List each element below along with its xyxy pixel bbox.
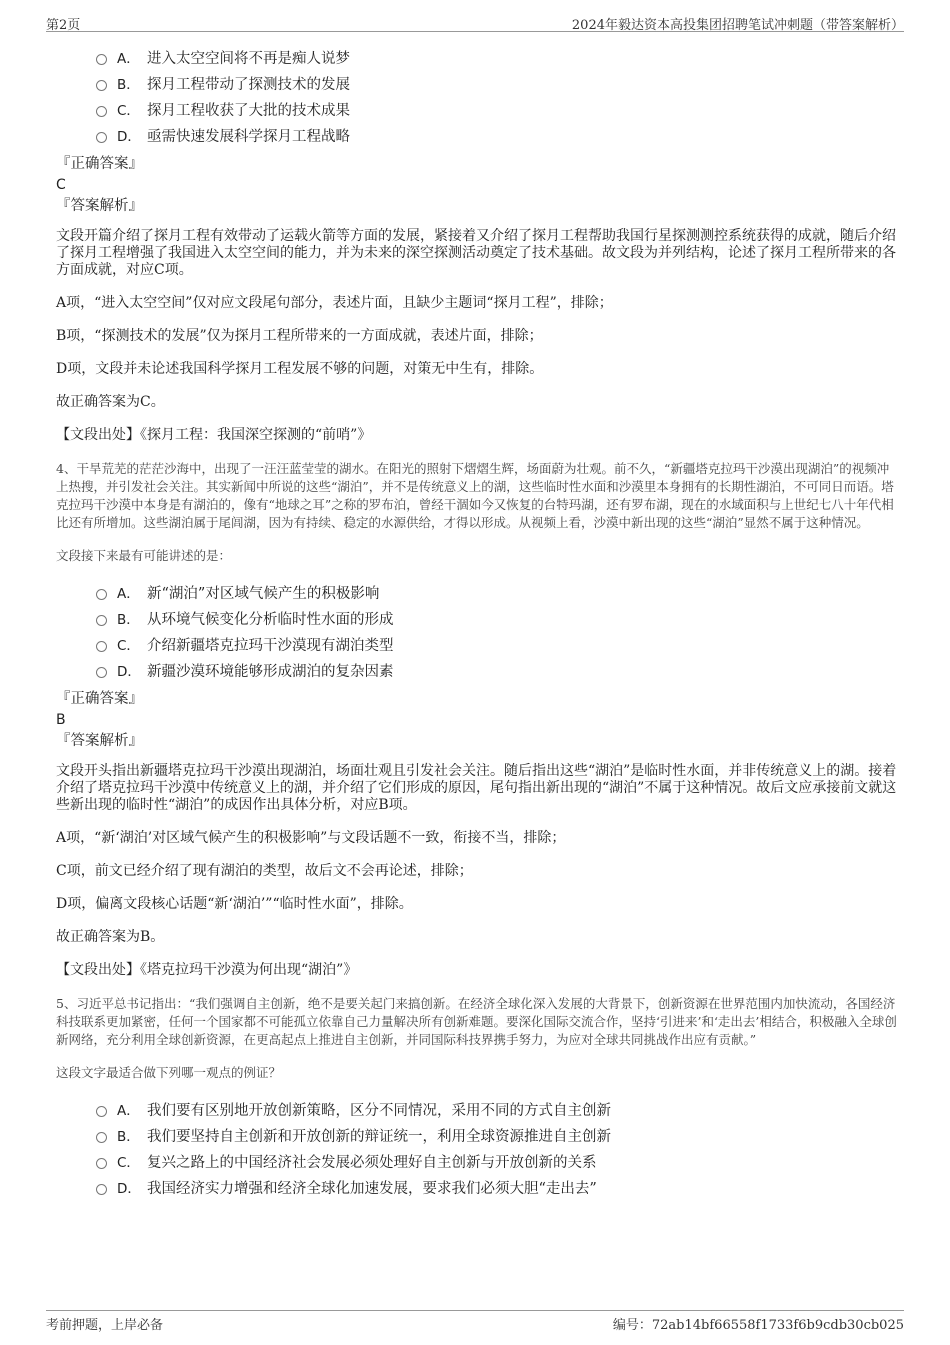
option-text: 进入太空空间将不再是痴人说梦 (147, 50, 350, 67)
q5-option-a[interactable]: A． 我们要有区别地开放创新策略，区分不同情况，采用不同的方式自主创新 (96, 1096, 898, 1122)
q4-line-c: C项，前文已经介绍了现有湖泊的类型，故后文不会再论述，排除； (56, 863, 473, 879)
option-text: 新疆沙漠环境能够形成湖泊的复杂因素 (147, 663, 394, 680)
option-text: 从环境气候变化分析临时性水面的形成 (147, 611, 394, 628)
q3-conclusion: 故正确答案为C。 (56, 394, 165, 410)
option-text: 我们要有区别地开放创新策略，区分不同情况，采用不同的方式自主创新 (147, 1102, 611, 1119)
q4-line-d: D项，偏离文段核心话题“新‘湖泊’”“临时性水面”，排除。 (56, 896, 413, 912)
q4-line-a: A项，“新‘湖泊’对区域气候产生的积极影响”与文段话题不一致，衔接不当，排除； (56, 830, 566, 846)
q3-source: 【文段出处】《探月工程：我国深空探测的“前哨”》 (56, 427, 372, 443)
radio-icon[interactable] (96, 1132, 107, 1143)
q4-answer: B (56, 712, 66, 728)
page-footer (46, 1310, 904, 1332)
radio-icon[interactable] (96, 80, 107, 91)
q4-options (56, 579, 898, 683)
q3-option-d[interactable]: D． 亟需快速发展科学探月工程战略 (96, 122, 898, 148)
q3-options (56, 44, 898, 148)
q3-analysis-label: 『答案解析』 (56, 198, 143, 214)
page-number: 第2页 (46, 18, 81, 33)
option-text: 介绍新疆塔克拉玛干沙漠现有湖泊类型 (147, 637, 394, 654)
footer-slogan: 考前押题，上岸必备 (46, 1318, 164, 1333)
option-text: 我国经济实力增强和经济全球化加速发展，要求我们必须大胆“走出去” (147, 1180, 597, 1197)
q5-option-b[interactable]: B． 我们要坚持自主创新和开放创新的辩证统一，利用全球资源推进自主创新 (96, 1122, 898, 1148)
radio-icon[interactable] (96, 54, 107, 65)
q4-analysis-label: 『答案解析』 (56, 733, 143, 749)
option-text: 复兴之路上的中国经济社会发展必须处理好自主创新与开放创新的关系 (147, 1154, 597, 1171)
radio-icon[interactable] (96, 615, 107, 626)
q5-question: 5、习近平总书记指出：“我们强调自主创新，绝不是要关起门来搞创新。在经济全球化深入发展的大背景下，创新资源在世界范围内加快流动，各国经济科技联系更加紧密，任何一个国家都不可能孤立依靠自己力量解决所有创新难题。要深化国际交流合作，坚持‘引进来’和‘走出去’相结合，积极融入全球创新网络，充分利用全球创新资源，在更高起点上推进自主创新，并同国际科技界携手努力，为应对全球共同挑战作出应有贡献。” (56, 996, 897, 1047)
q3-answer-label: 『正确答案』 (56, 156, 143, 172)
radio-icon[interactable] (96, 1184, 107, 1195)
option-text: 探月工程带动了探测技术的发展 (147, 76, 350, 93)
q3-answer: C (56, 177, 66, 193)
q4-option-a[interactable]: A． 新“湖泊”对区域气候产生的积极影响 (96, 579, 898, 605)
q4-conclusion: 故正确答案为B。 (56, 929, 165, 945)
q4-option-d[interactable]: D． 新疆沙漠环境能够形成湖泊的复杂因素 (96, 657, 898, 683)
q4-question: 4、干旱荒芜的茫茫沙海中，出现了一汪汪蓝莹莹的湖水。在阳光的照射下熠熠生辉，场面蔚为壮观。前不久，“新疆塔克拉玛干沙漠出现湖泊”的视频冲上热搜，并引发社会关注。其实新闻中所说的这些“湖泊”，并不是传统意义上的湖，这些临时性水面和沙漠里本身拥有的长期性湖泊，不可同日而语。塔克拉玛干沙漠中本身是有湖泊的，像有“地球之耳”之称的罗布泊，曾经干涸如今又恢复的台特玛湖，还有罗布湖，现在的水域面积与上世纪七八十年代相比还有所增加。这些湖泊属于尾闾湖，因为有持续、稳定的水源供给，才得以形成。从视频上看，沙漠中新出现的这些“湖泊”显然不属于这种情况。 (56, 461, 894, 530)
q4-ask: 文段接下来最有可能讲述的是： (56, 548, 232, 563)
radio-icon[interactable] (96, 589, 107, 600)
q5-options (56, 1096, 898, 1200)
page-header (46, 14, 904, 32)
main-content (56, 44, 898, 1206)
q5-ask: 这段文字最适合做下列哪一观点的例证？ (56, 1065, 282, 1080)
q3-option-c[interactable]: C． 探月工程收获了大批的技术成果 (96, 96, 898, 122)
option-text: 亟需快速发展科学探月工程战略 (147, 128, 350, 145)
radio-icon[interactable] (96, 132, 107, 143)
q5-option-c[interactable]: C． 复兴之路上的中国经济社会发展必须处理好自主创新与开放创新的关系 (96, 1148, 898, 1174)
option-text: 新“湖泊”对区域气候产生的积极影响 (147, 585, 380, 602)
q4-source: 【文段出处】《塔克拉玛干沙漠为何出现“湖泊”》 (56, 962, 358, 978)
radio-icon[interactable] (96, 667, 107, 678)
radio-icon[interactable] (96, 106, 107, 117)
option-text: 我们要坚持自主创新和开放创新的辩证统一，利用全球资源推进自主创新 (147, 1128, 611, 1145)
option-text: 探月工程收获了大批的技术成果 (147, 102, 350, 119)
q4-answer-label: 『正确答案』 (56, 691, 143, 707)
radio-icon[interactable] (96, 1106, 107, 1117)
q4-option-c[interactable]: C． 介绍新疆塔克拉玛干沙漠现有湖泊类型 (96, 631, 898, 657)
q3-line-d: D项，文段并未论述我国科学探月工程发展不够的问题，对策无中生有，排除。 (56, 361, 544, 377)
radio-icon[interactable] (96, 1158, 107, 1169)
q3-line-b: B项，“探测技术的发展”仅为探月工程所带来的一方面成就，表述片面，排除； (56, 328, 543, 344)
q5-option-d[interactable]: D． 我国经济实力增强和经济全球化加速发展，要求我们必须大胆“走出去” (96, 1174, 898, 1200)
q4-option-b[interactable]: B． 从环境气候变化分析临时性水面的形成 (96, 605, 898, 631)
document-code: 编号：72ab14bf66558f1733f6b9cdb30cb025 (612, 1318, 904, 1333)
radio-icon[interactable] (96, 641, 107, 652)
document-title: 2024年毅达资本高投集团招聘笔试冲刺题（带答案解析） (571, 18, 904, 33)
q3-option-a[interactable]: A． 进入太空空间将不再是痴人说梦 (96, 44, 898, 70)
q4-analysis: 文段开头指出新疆塔克拉玛干沙漠出现湖泊，场面壮观且引发社会关注。随后指出这些“湖泊”是临时性水面，并非传统意义上的湖。接着介绍了塔克拉玛干沙漠中传统意义上的湖，并介绍了它们形成的原因，尾句指出新出现的“湖泊”不属于这种情况。故后文应承接前文就这些新出现的临时性“湖泊”的成因作出具体分析，对应B项。 (56, 763, 897, 813)
q3-line-a: A项，“进入太空空间”仅对应文段尾句部分，表述片面，且缺少主题词“探月工程”，排除； (56, 295, 613, 311)
q3-option-b[interactable]: B． 探月工程带动了探测技术的发展 (96, 70, 898, 96)
q3-analysis: 文段开篇介绍了探月工程有效带动了运载火箭等方面的发展，紧接着又介绍了探月工程帮助我国行星探测测控系统获得的成就，随后介绍了探月工程增强了我国进入太空空间的能力，并为未来的深空探测活动奠定了技术基础。故文段为并列结构，论述了探月工程所带来的各方面成就，对应C项。 (56, 228, 896, 278)
